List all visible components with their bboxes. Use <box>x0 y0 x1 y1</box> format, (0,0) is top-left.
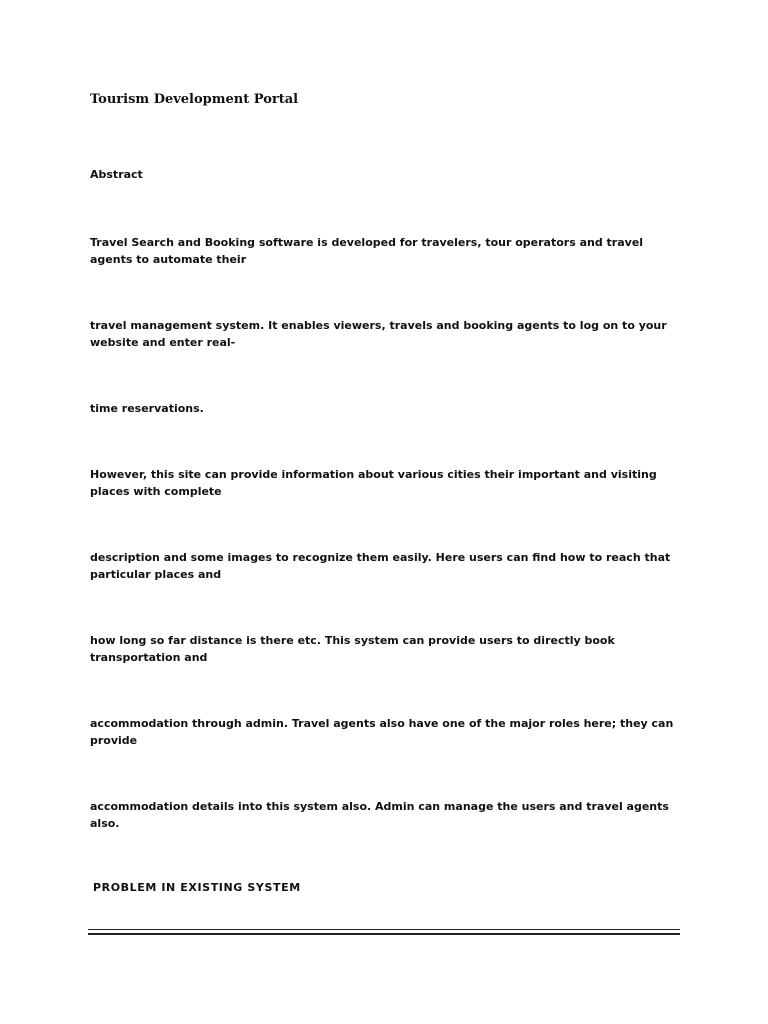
document-title: Tourism Development Portal <box>90 92 299 107</box>
horizontal-rule <box>88 929 680 930</box>
abstract-paragraph: time reservations. <box>90 402 204 415</box>
abstract-paragraph: travel management system. It enables viewers, travels and booking agents to log on to your website and enter real- <box>90 319 667 349</box>
section-heading-problem: PROBLEM IN EXISTING SYSTEM <box>93 881 301 894</box>
abstract-paragraph: Travel Search and Booking software is developed for travelers, tour operators and travel agents to automate their <box>90 236 644 266</box>
abstract-paragraph: accommodation through admin. Travel agents also have one of the major roles here; they can provide <box>90 717 674 747</box>
abstract-paragraph: accommodation details into this system also. Admin can manage the users and travel agents also. <box>90 800 669 830</box>
horizontal-rule <box>88 933 680 935</box>
abstract-heading: Abstract <box>90 168 143 181</box>
abstract-paragraph: However, this site can provide information about various cities their important and visiting places with complete <box>90 468 657 498</box>
abstract-paragraph: how long so far distance is there etc. This system can provide users to directly book transportation and <box>90 634 615 664</box>
abstract-paragraph: description and some images to recognize them easily. Here users can find how to reach that particular places and <box>90 551 671 581</box>
